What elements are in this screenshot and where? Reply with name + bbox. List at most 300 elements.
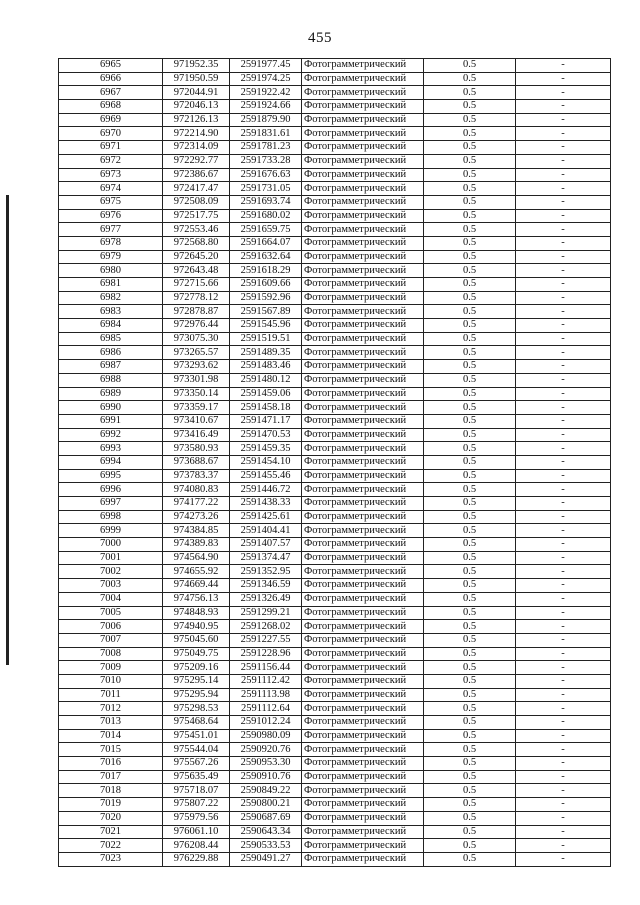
accuracy-cell: 0.5 xyxy=(424,442,516,456)
y-coordinate-cell: 2591781.23 xyxy=(230,141,302,155)
method-cell: Фотограмметрический xyxy=(302,770,424,784)
point-number-cell: 6981 xyxy=(59,278,163,292)
note-cell: - xyxy=(516,209,611,223)
y-coordinate-cell: 2591609.66 xyxy=(230,278,302,292)
accuracy-cell: 0.5 xyxy=(424,59,516,73)
point-number-cell: 6997 xyxy=(59,497,163,511)
point-number-cell: 6970 xyxy=(59,127,163,141)
note-cell: - xyxy=(516,250,611,264)
accuracy-cell: 0.5 xyxy=(424,497,516,511)
note-cell: - xyxy=(516,798,611,812)
accuracy-cell: 0.5 xyxy=(424,743,516,757)
method-cell: Фотограмметрический xyxy=(302,852,424,866)
y-coordinate-cell: 2591112.64 xyxy=(230,702,302,716)
table-row xyxy=(59,825,611,839)
y-coordinate-cell: 2591352.95 xyxy=(230,565,302,579)
note-cell: - xyxy=(516,702,611,716)
accuracy-cell: 0.5 xyxy=(424,770,516,784)
page-number: 455 xyxy=(308,30,332,46)
table-row xyxy=(59,100,611,114)
method-cell: Фотограмметрический xyxy=(302,72,424,86)
method-cell: Фотограмметрический xyxy=(302,113,424,127)
y-coordinate-cell: 2591459.35 xyxy=(230,442,302,456)
x-coordinate-cell: 972878.87 xyxy=(163,305,230,319)
note-cell: - xyxy=(516,811,611,825)
method-cell: Фотограмметрический xyxy=(302,319,424,333)
table-row xyxy=(59,209,611,223)
y-coordinate-cell: 2591592.96 xyxy=(230,291,302,305)
y-coordinate-cell: 2591454.10 xyxy=(230,455,302,469)
note-cell: - xyxy=(516,524,611,538)
method-cell: Фотограмметрический xyxy=(302,743,424,757)
note-cell: - xyxy=(516,278,611,292)
accuracy-cell: 0.5 xyxy=(424,538,516,552)
y-coordinate-cell: 2591113.98 xyxy=(230,688,302,702)
note-cell: - xyxy=(516,565,611,579)
point-number-cell: 7017 xyxy=(59,770,163,784)
method-cell: Фотограмметрический xyxy=(302,195,424,209)
method-cell: Фотограмметрический xyxy=(302,168,424,182)
point-number-cell: 6986 xyxy=(59,346,163,360)
point-number-cell: 7016 xyxy=(59,757,163,771)
point-number-cell: 6965 xyxy=(59,59,163,73)
method-cell: Фотограмметрический xyxy=(302,278,424,292)
x-coordinate-cell: 974848.93 xyxy=(163,606,230,620)
note-cell: - xyxy=(516,852,611,866)
x-coordinate-cell: 974389.83 xyxy=(163,538,230,552)
y-coordinate-cell: 2590920.76 xyxy=(230,743,302,757)
x-coordinate-cell: 972314.09 xyxy=(163,141,230,155)
accuracy-cell: 0.5 xyxy=(424,551,516,565)
point-number-cell: 6987 xyxy=(59,360,163,374)
note-cell: - xyxy=(516,538,611,552)
point-number-cell: 6983 xyxy=(59,305,163,319)
method-cell: Фотограмметрический xyxy=(302,209,424,223)
note-cell: - xyxy=(516,743,611,757)
table-row xyxy=(59,455,611,469)
table-row xyxy=(59,373,611,387)
method-cell: Фотограмметрический xyxy=(302,291,424,305)
note-cell: - xyxy=(516,428,611,442)
method-cell: Фотограмметрический xyxy=(302,757,424,771)
point-number-cell: 7005 xyxy=(59,606,163,620)
table-row xyxy=(59,784,611,798)
method-cell: Фотограмметрический xyxy=(302,305,424,319)
point-number-cell: 6967 xyxy=(59,86,163,100)
note-cell: - xyxy=(516,510,611,524)
method-cell: Фотограмметрический xyxy=(302,428,424,442)
note-cell: - xyxy=(516,469,611,483)
note-cell: - xyxy=(516,332,611,346)
point-number-cell: 6974 xyxy=(59,182,163,196)
point-number-cell: 7007 xyxy=(59,633,163,647)
accuracy-cell: 0.5 xyxy=(424,373,516,387)
y-coordinate-cell: 2591977.45 xyxy=(230,59,302,73)
table-row xyxy=(59,401,611,415)
point-number-cell: 6971 xyxy=(59,141,163,155)
table-row xyxy=(59,551,611,565)
x-coordinate-cell: 972553.46 xyxy=(163,223,230,237)
y-coordinate-cell: 2591545.96 xyxy=(230,319,302,333)
method-cell: Фотограмметрический xyxy=(302,592,424,606)
x-coordinate-cell: 974756.13 xyxy=(163,592,230,606)
accuracy-cell: 0.5 xyxy=(424,729,516,743)
y-coordinate-cell: 2591618.29 xyxy=(230,264,302,278)
point-number-cell: 7023 xyxy=(59,852,163,866)
y-coordinate-cell: 2590800.21 xyxy=(230,798,302,812)
method-cell: Фотограмметрический xyxy=(302,647,424,661)
table-row xyxy=(59,250,611,264)
method-cell: Фотограмметрический xyxy=(302,702,424,716)
point-number-cell: 6998 xyxy=(59,510,163,524)
y-coordinate-cell: 2591659.75 xyxy=(230,223,302,237)
table-row xyxy=(59,729,611,743)
table-row xyxy=(59,606,611,620)
x-coordinate-cell: 973075.30 xyxy=(163,332,230,346)
method-cell: Фотограмметрический xyxy=(302,579,424,593)
accuracy-cell: 0.5 xyxy=(424,168,516,182)
y-coordinate-cell: 2591471.17 xyxy=(230,414,302,428)
y-coordinate-cell: 2591974.25 xyxy=(230,72,302,86)
table-row xyxy=(59,442,611,456)
table-row xyxy=(59,154,611,168)
note-cell: - xyxy=(516,195,611,209)
x-coordinate-cell: 976208.44 xyxy=(163,839,230,853)
table-row xyxy=(59,346,611,360)
note-cell: - xyxy=(516,757,611,771)
method-cell: Фотограмметрический xyxy=(302,784,424,798)
accuracy-cell: 0.5 xyxy=(424,401,516,415)
table-row xyxy=(59,483,611,497)
x-coordinate-cell: 972976.44 xyxy=(163,319,230,333)
y-coordinate-cell: 2591268.02 xyxy=(230,620,302,634)
y-coordinate-cell: 2591731.05 xyxy=(230,182,302,196)
method-cell: Фотограмметрический xyxy=(302,455,424,469)
accuracy-cell: 0.5 xyxy=(424,86,516,100)
accuracy-cell: 0.5 xyxy=(424,154,516,168)
y-coordinate-cell: 2591831.61 xyxy=(230,127,302,141)
method-cell: Фотограмметрический xyxy=(302,825,424,839)
x-coordinate-cell: 974655.92 xyxy=(163,565,230,579)
table-row xyxy=(59,264,611,278)
note-cell: - xyxy=(516,620,611,634)
x-coordinate-cell: 975468.64 xyxy=(163,716,230,730)
point-number-cell: 7010 xyxy=(59,674,163,688)
method-cell: Фотограмметрический xyxy=(302,674,424,688)
note-cell: - xyxy=(516,455,611,469)
note-cell: - xyxy=(516,401,611,415)
note-cell: - xyxy=(516,839,611,853)
x-coordinate-cell: 975718.07 xyxy=(163,784,230,798)
note-cell: - xyxy=(516,113,611,127)
accuracy-cell: 0.5 xyxy=(424,688,516,702)
table-row xyxy=(59,661,611,675)
method-cell: Фотограмметрический xyxy=(302,497,424,511)
y-coordinate-cell: 2591438.33 xyxy=(230,497,302,511)
x-coordinate-cell: 973265.57 xyxy=(163,346,230,360)
accuracy-cell: 0.5 xyxy=(424,72,516,86)
method-cell: Фотограмметрический xyxy=(302,401,424,415)
x-coordinate-cell: 975049.75 xyxy=(163,647,230,661)
accuracy-cell: 0.5 xyxy=(424,757,516,771)
table-row xyxy=(59,647,611,661)
table-row xyxy=(59,141,611,155)
note-cell: - xyxy=(516,633,611,647)
method-cell: Фотограмметрический xyxy=(302,154,424,168)
accuracy-cell: 0.5 xyxy=(424,825,516,839)
note-cell: - xyxy=(516,127,611,141)
note-cell: - xyxy=(516,579,611,593)
point-number-cell: 7000 xyxy=(59,538,163,552)
y-coordinate-cell: 2591326.49 xyxy=(230,592,302,606)
accuracy-cell: 0.5 xyxy=(424,798,516,812)
accuracy-cell: 0.5 xyxy=(424,182,516,196)
x-coordinate-cell: 971952.35 xyxy=(163,59,230,73)
point-number-cell: 6975 xyxy=(59,195,163,209)
y-coordinate-cell: 2591567.89 xyxy=(230,305,302,319)
accuracy-cell: 0.5 xyxy=(424,524,516,538)
y-coordinate-cell: 2590687.69 xyxy=(230,811,302,825)
method-cell: Фотограмметрический xyxy=(302,469,424,483)
note-cell: - xyxy=(516,86,611,100)
method-cell: Фотограмметрический xyxy=(302,86,424,100)
y-coordinate-cell: 2591227.55 xyxy=(230,633,302,647)
point-number-cell: 6996 xyxy=(59,483,163,497)
y-coordinate-cell: 2591459.06 xyxy=(230,387,302,401)
x-coordinate-cell: 972508.09 xyxy=(163,195,230,209)
y-coordinate-cell: 2591664.07 xyxy=(230,236,302,250)
method-cell: Фотограмметрический xyxy=(302,510,424,524)
accuracy-cell: 0.5 xyxy=(424,510,516,524)
accuracy-cell: 0.5 xyxy=(424,223,516,237)
note-cell: - xyxy=(516,647,611,661)
x-coordinate-cell: 973416.49 xyxy=(163,428,230,442)
point-number-cell: 6978 xyxy=(59,236,163,250)
point-number-cell: 6991 xyxy=(59,414,163,428)
x-coordinate-cell: 973783.37 xyxy=(163,469,230,483)
x-coordinate-cell: 972046.13 xyxy=(163,100,230,114)
method-cell: Фотограмметрический xyxy=(302,729,424,743)
point-number-cell: 6995 xyxy=(59,469,163,483)
y-coordinate-cell: 2591470.53 xyxy=(230,428,302,442)
note-cell: - xyxy=(516,264,611,278)
accuracy-cell: 0.5 xyxy=(424,127,516,141)
x-coordinate-cell: 974669.44 xyxy=(163,579,230,593)
method-cell: Фотограмметрический xyxy=(302,524,424,538)
table-row xyxy=(59,839,611,853)
y-coordinate-cell: 2591156.44 xyxy=(230,661,302,675)
point-number-cell: 6977 xyxy=(59,223,163,237)
y-coordinate-cell: 2590643.34 xyxy=(230,825,302,839)
note-cell: - xyxy=(516,373,611,387)
x-coordinate-cell: 975295.14 xyxy=(163,674,230,688)
table-row xyxy=(59,743,611,757)
y-coordinate-cell: 2591374.47 xyxy=(230,551,302,565)
accuracy-cell: 0.5 xyxy=(424,620,516,634)
accuracy-cell: 0.5 xyxy=(424,852,516,866)
x-coordinate-cell: 974177.22 xyxy=(163,497,230,511)
x-coordinate-cell: 973359.17 xyxy=(163,401,230,415)
y-coordinate-cell: 2591346.59 xyxy=(230,579,302,593)
x-coordinate-cell: 974080.83 xyxy=(163,483,230,497)
y-coordinate-cell: 2591924.66 xyxy=(230,100,302,114)
y-coordinate-cell: 2591112.42 xyxy=(230,674,302,688)
point-number-cell: 6982 xyxy=(59,291,163,305)
accuracy-cell: 0.5 xyxy=(424,661,516,675)
x-coordinate-cell: 974940.95 xyxy=(163,620,230,634)
x-coordinate-cell: 972386.67 xyxy=(163,168,230,182)
table-row xyxy=(59,757,611,771)
table-row xyxy=(59,510,611,524)
x-coordinate-cell: 975979.56 xyxy=(163,811,230,825)
point-number-cell: 6993 xyxy=(59,442,163,456)
point-number-cell: 7021 xyxy=(59,825,163,839)
y-coordinate-cell: 2591676.63 xyxy=(230,168,302,182)
method-cell: Фотограмметрический xyxy=(302,223,424,237)
point-number-cell: 7020 xyxy=(59,811,163,825)
table-row xyxy=(59,798,611,812)
note-cell: - xyxy=(516,346,611,360)
accuracy-cell: 0.5 xyxy=(424,579,516,593)
method-cell: Фотограмметрический xyxy=(302,798,424,812)
method-cell: Фотограмметрический xyxy=(302,620,424,634)
accuracy-cell: 0.5 xyxy=(424,319,516,333)
y-coordinate-cell: 2591425.61 xyxy=(230,510,302,524)
y-coordinate-cell: 2591228.96 xyxy=(230,647,302,661)
accuracy-cell: 0.5 xyxy=(424,264,516,278)
method-cell: Фотограмметрический xyxy=(302,483,424,497)
x-coordinate-cell: 972643.48 xyxy=(163,264,230,278)
note-cell: - xyxy=(516,305,611,319)
accuracy-cell: 0.5 xyxy=(424,716,516,730)
y-coordinate-cell: 2590533.53 xyxy=(230,839,302,853)
table-row xyxy=(59,291,611,305)
point-number-cell: 6966 xyxy=(59,72,163,86)
method-cell: Фотограмметрический xyxy=(302,661,424,675)
y-coordinate-cell: 2590953.30 xyxy=(230,757,302,771)
method-cell: Фотограмметрический xyxy=(302,100,424,114)
accuracy-cell: 0.5 xyxy=(424,428,516,442)
table-row xyxy=(59,811,611,825)
x-coordinate-cell: 975295.94 xyxy=(163,688,230,702)
x-coordinate-cell: 972417.47 xyxy=(163,182,230,196)
x-coordinate-cell: 972645.20 xyxy=(163,250,230,264)
point-number-cell: 6973 xyxy=(59,168,163,182)
table-row xyxy=(59,592,611,606)
point-number-cell: 7018 xyxy=(59,784,163,798)
note-cell: - xyxy=(516,497,611,511)
point-number-cell: 7004 xyxy=(59,592,163,606)
accuracy-cell: 0.5 xyxy=(424,250,516,264)
note-cell: - xyxy=(516,825,611,839)
x-coordinate-cell: 975045.60 xyxy=(163,633,230,647)
x-coordinate-cell: 974564.90 xyxy=(163,551,230,565)
table-row xyxy=(59,688,611,702)
method-cell: Фотограмметрический xyxy=(302,250,424,264)
accuracy-cell: 0.5 xyxy=(424,811,516,825)
y-coordinate-cell: 2591299.21 xyxy=(230,606,302,620)
table-row xyxy=(59,852,611,866)
accuracy-cell: 0.5 xyxy=(424,236,516,250)
method-cell: Фотограмметрический xyxy=(302,59,424,73)
accuracy-cell: 0.5 xyxy=(424,305,516,319)
accuracy-cell: 0.5 xyxy=(424,291,516,305)
accuracy-cell: 0.5 xyxy=(424,565,516,579)
note-cell: - xyxy=(516,688,611,702)
point-number-cell: 6976 xyxy=(59,209,163,223)
accuracy-cell: 0.5 xyxy=(424,113,516,127)
table-row xyxy=(59,168,611,182)
note-cell: - xyxy=(516,606,611,620)
note-cell: - xyxy=(516,592,611,606)
accuracy-cell: 0.5 xyxy=(424,332,516,346)
table-row xyxy=(59,565,611,579)
method-cell: Фотограмметрический xyxy=(302,141,424,155)
point-number-cell: 6980 xyxy=(59,264,163,278)
accuracy-cell: 0.5 xyxy=(424,592,516,606)
x-coordinate-cell: 974273.26 xyxy=(163,510,230,524)
method-cell: Фотограмметрический xyxy=(302,606,424,620)
table-row xyxy=(59,524,611,538)
table-row xyxy=(59,278,611,292)
table-row xyxy=(59,620,611,634)
note-cell: - xyxy=(516,784,611,798)
y-coordinate-cell: 2591404.41 xyxy=(230,524,302,538)
x-coordinate-cell: 973688.67 xyxy=(163,455,230,469)
method-cell: Фотограмметрический xyxy=(302,633,424,647)
y-coordinate-cell: 2590980.09 xyxy=(230,729,302,743)
table-row xyxy=(59,702,611,716)
table-row xyxy=(59,195,611,209)
point-number-cell: 6994 xyxy=(59,455,163,469)
note-cell: - xyxy=(516,674,611,688)
y-coordinate-cell: 2591455.46 xyxy=(230,469,302,483)
y-coordinate-cell: 2590491.27 xyxy=(230,852,302,866)
table-body xyxy=(59,59,611,867)
table-row xyxy=(59,86,611,100)
point-number-cell: 6988 xyxy=(59,373,163,387)
point-number-cell: 6990 xyxy=(59,401,163,415)
point-number-cell: 7011 xyxy=(59,688,163,702)
table-row xyxy=(59,414,611,428)
method-cell: Фотограмметрический xyxy=(302,387,424,401)
accuracy-cell: 0.5 xyxy=(424,414,516,428)
x-coordinate-cell: 972044.91 xyxy=(163,86,230,100)
y-coordinate-cell: 2591519.51 xyxy=(230,332,302,346)
note-cell: - xyxy=(516,291,611,305)
x-coordinate-cell: 973580.93 xyxy=(163,442,230,456)
x-coordinate-cell: 972715.66 xyxy=(163,278,230,292)
table-row xyxy=(59,538,611,552)
accuracy-cell: 0.5 xyxy=(424,633,516,647)
table-row xyxy=(59,59,611,73)
x-coordinate-cell: 975298.53 xyxy=(163,702,230,716)
y-coordinate-cell: 2590849.22 xyxy=(230,784,302,798)
accuracy-cell: 0.5 xyxy=(424,195,516,209)
method-cell: Фотограмметрический xyxy=(302,236,424,250)
table-row xyxy=(59,716,611,730)
table-row xyxy=(59,127,611,141)
accuracy-cell: 0.5 xyxy=(424,209,516,223)
point-number-cell: 7002 xyxy=(59,565,163,579)
point-number-cell: 7014 xyxy=(59,729,163,743)
note-cell: - xyxy=(516,154,611,168)
accuracy-cell: 0.5 xyxy=(424,647,516,661)
table-row xyxy=(59,633,611,647)
table-row xyxy=(59,236,611,250)
x-coordinate-cell: 972126.13 xyxy=(163,113,230,127)
x-coordinate-cell: 971950.59 xyxy=(163,72,230,86)
